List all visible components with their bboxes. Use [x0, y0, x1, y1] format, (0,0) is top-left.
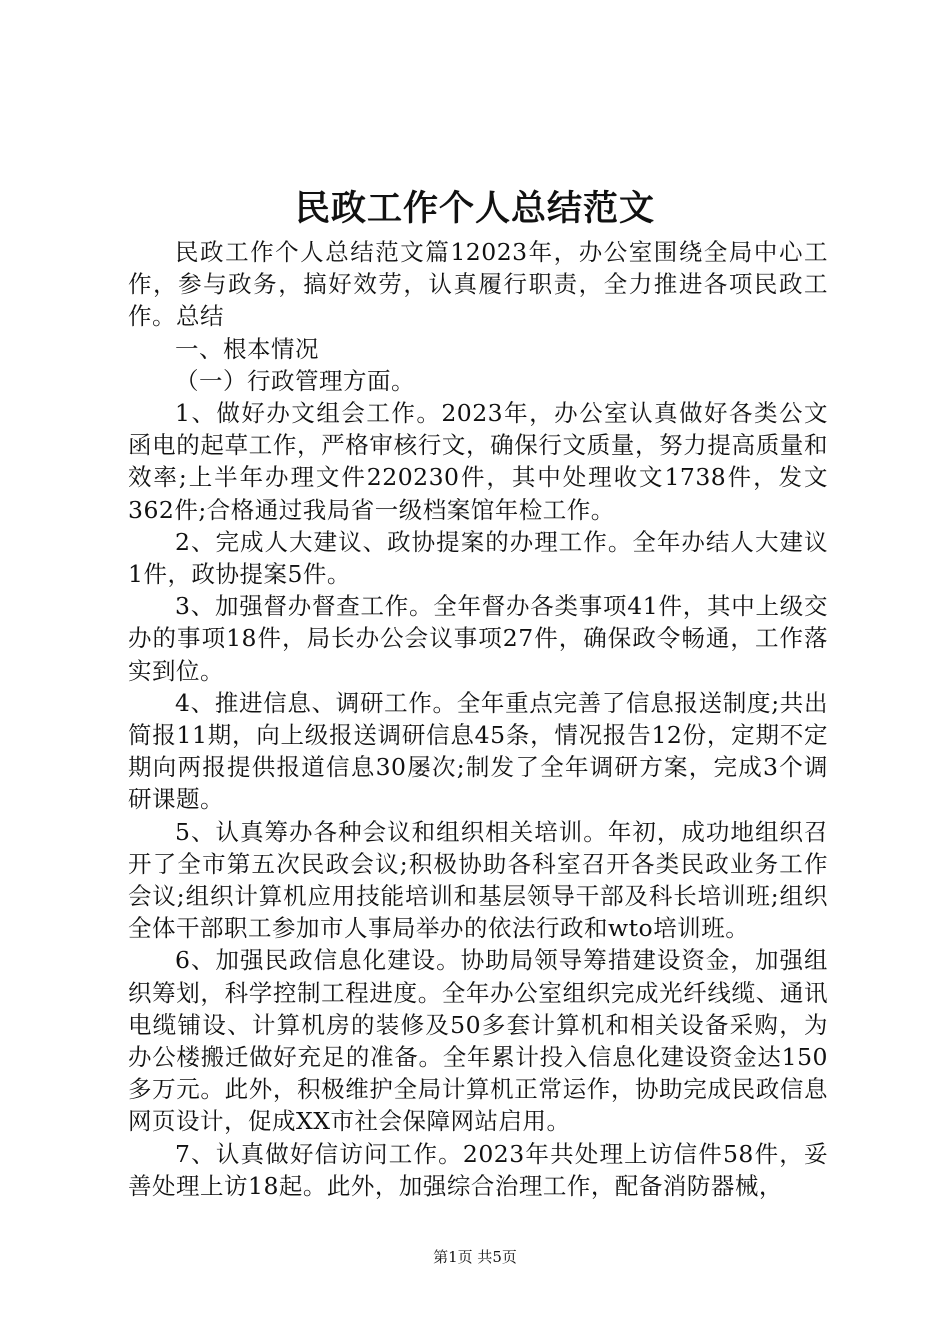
paragraph-item-3: 3、加强督办督查工作。全年督办各类事项41件，其中上级交办的事项18件，局长办公会议事项27件，确保政令畅通，工作落实到位。	[128, 592, 828, 685]
paragraph-item-5: 5、认真筹办各种会议和组织相关培训。年初，成功地组织召开了全市第五次民政会议;积极协助各科室召开各类民政业务工作会议;组织计算机应用技能培训和基层领导干部及科长培训班;组织全体干部职工参加市人事局举办的依法行政和wto培训班。	[128, 817, 828, 943]
page-footer: 第1页 共5页	[433, 1248, 517, 1266]
paragraph-item-2: 2、完成人大建议、政协提案的办理工作。全年办结人大建议1件，政协提案5件。	[128, 527, 828, 589]
paragraph-item-1: 1、做好办文组会工作。2023年，办公室认真做好各类公文函电的起草工作，严格审核行文，确保行文质量，努力提高质量和效率;上半年办理文件220230件，其中处理收文1738件，发文362件;合格通过我局省一级档案馆年检工作。	[128, 399, 828, 524]
paragraph-item-7: 7、认真做好信访问工作。2023年共处理上访信件58件，妥善处理上访18起。此外，加强综合治理工作，配备消防器械，	[128, 1139, 828, 1200]
document-body	[128, 236, 828, 1202]
section-heading: 一、根本情况	[175, 334, 319, 363]
paragraph-item-6: 6、加强民政信息化建设。协助局领导筹措建设资金，加强组织筹划，科学控制工程进度。全年办公室组织完成光纤线缆、通讯电缆铺设、计算机房的装修及50多套计算机和相关设备采购，为办公楼搬迁做好充足的准备。全年累计投入信息化建设资金达150多万元。此外，积极维护全局计算机正常运作，协助完成民政信息网页设计，促成XX市社会保障网站启用。	[128, 946, 828, 1136]
page-title: 民政工作个人总结范文	[294, 188, 655, 229]
paragraph-intro: 民政工作个人总结范文篇12023年，办公室围绕全局中心工作，参与政务，搞好效劳，认真履行职责，全力推进各项民政工作。总结	[128, 238, 828, 331]
subsection-heading: （一）行政管理方面。	[175, 366, 415, 395]
paragraph-item-4: 4、推进信息、调研工作。全年重点完善了信息报送制度;共出简报11期，向上级报送调研信息45条，情况报告12份，定期不定期向两报提供报道信息30屡次;制发了全年调研方案，完成3个调研课题。	[128, 688, 828, 814]
